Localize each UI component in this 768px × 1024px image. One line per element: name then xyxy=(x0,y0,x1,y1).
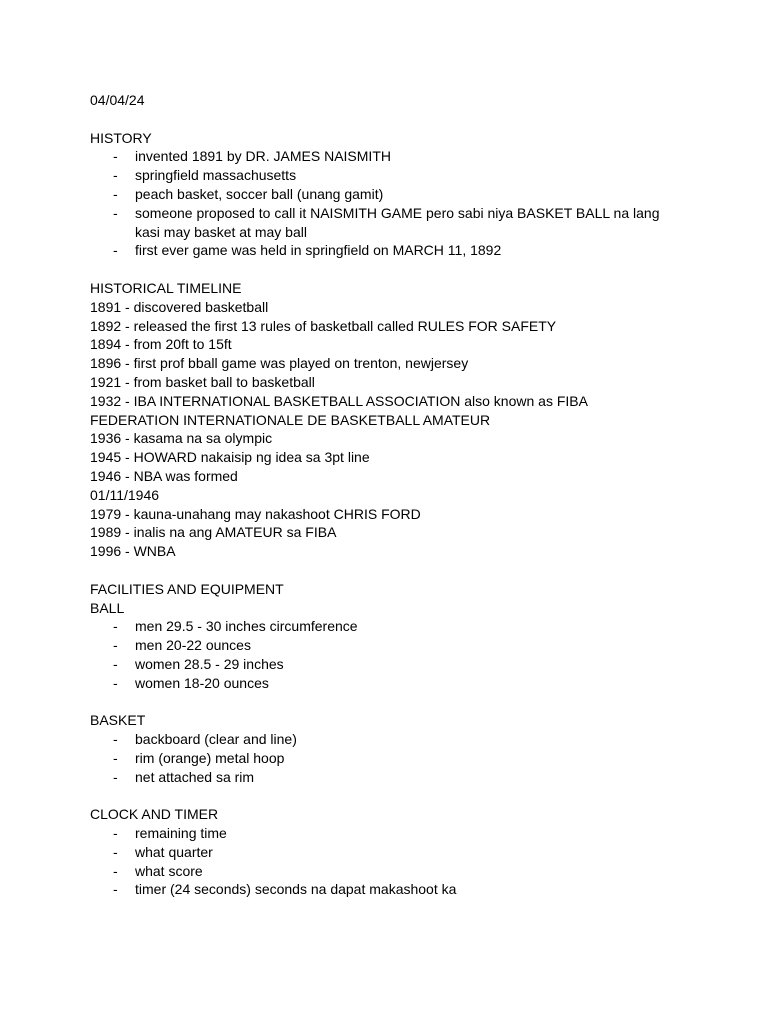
list-item-text: rim (orange) metal hoop xyxy=(135,749,285,766)
dash-bullet: - xyxy=(113,731,118,748)
dash-bullet: - xyxy=(113,674,118,691)
list-item xyxy=(90,749,678,768)
ball-list xyxy=(90,617,678,692)
list-item-text: timer (24 seconds) seconds na dapat makashoot ka xyxy=(135,881,457,898)
list-item-text: net attached sa rim xyxy=(135,768,255,785)
dash-bullet: - xyxy=(113,749,118,766)
list-item xyxy=(90,768,678,787)
dash-bullet: - xyxy=(113,881,118,898)
dash-bullet: - xyxy=(113,843,118,860)
basket-list xyxy=(90,730,678,786)
spacer xyxy=(90,561,678,580)
ball-heading: BALL xyxy=(90,599,125,616)
timeline-entry: 1946 - NBA was formed xyxy=(90,467,238,484)
dash-bullet: - xyxy=(113,204,118,221)
list-item-text: men 20-22 ounces xyxy=(135,637,251,654)
facilities-heading: FACILITIES AND EQUIPMENT xyxy=(90,580,284,597)
timeline-heading: HISTORICAL TIMELINE xyxy=(90,279,242,296)
list-item-text: invented 1891 by DR. JAMES NAISMITH xyxy=(135,148,391,165)
spacer xyxy=(90,786,678,805)
spacer xyxy=(90,110,678,129)
dash-bullet: - xyxy=(113,768,118,785)
list-item-text: peach basket, soccer ball (unang gamit) xyxy=(135,185,384,202)
list-item-text: men 29.5 - 30 inches circumference xyxy=(135,618,358,635)
list-item xyxy=(90,166,678,185)
dash-bullet: - xyxy=(113,618,118,635)
list-item-text: what quarter xyxy=(135,843,213,860)
list-item xyxy=(90,843,678,862)
clock-heading: CLOCK AND TIMER xyxy=(90,806,219,823)
list-item-text: what score xyxy=(135,862,203,879)
list-item-text: women 18-20 ounces xyxy=(135,674,269,691)
list-item-text: women 28.5 - 29 inches xyxy=(135,655,284,672)
list-item xyxy=(90,730,678,749)
timeline-entry: 1936 - kasama na sa olympic xyxy=(90,430,273,447)
list-item xyxy=(90,824,678,843)
history-heading: HISTORY xyxy=(90,129,152,146)
dash-bullet: - xyxy=(113,167,118,184)
dash-bullet: - xyxy=(113,655,118,672)
list-item xyxy=(90,147,678,166)
list-item xyxy=(90,185,678,204)
timeline-entry: 1945 - HOWARD nakaisip ng idea sa 3pt line xyxy=(90,449,370,466)
timeline-entry: 1891 - discovered basketball xyxy=(90,298,269,315)
dash-bullet: - xyxy=(113,862,118,879)
timeline-entry: 1979 - kauna-unahang may nakashoot CHRIS FORD xyxy=(90,505,421,522)
timeline-entry: 1892 - released the first 13 rules of basketball called RULES FOR SAFETY xyxy=(90,317,557,334)
dash-bullet: - xyxy=(113,185,118,202)
dash-bullet: - xyxy=(113,242,118,259)
clock-list xyxy=(90,824,678,899)
dash-bullet: - xyxy=(113,148,118,165)
dash-bullet: - xyxy=(113,637,118,654)
list-item-text: someone proposed to call it NAISMITH GAME pero sabi niya BASKET BALL na lang kasi may basket at may ball xyxy=(135,204,660,240)
timeline-entry: 1932 - IBA INTERNATIONAL BASKETBALL ASSOCIATION also known as FIBA FEDERATION INTERNATIONALE DE BASKETBALL AMATEUR xyxy=(90,392,592,428)
timeline-entry: 1989 - inalis na ang AMATEUR sa FIBA xyxy=(90,524,337,541)
timeline-entry: 1921 - from basket ball to basketball xyxy=(90,373,315,390)
list-item xyxy=(90,880,678,899)
spacer xyxy=(90,693,678,712)
document-date: 04/04/24 xyxy=(90,92,145,108)
list-item xyxy=(90,617,678,636)
list-item xyxy=(90,204,678,242)
list-item-text: springfield massachusetts xyxy=(135,167,297,184)
history-list xyxy=(90,147,678,260)
list-item xyxy=(90,241,678,260)
list-item-text: remaining time xyxy=(135,825,227,842)
list-item xyxy=(90,636,678,655)
timeline-entry: 1996 - WNBA xyxy=(90,543,176,560)
list-item xyxy=(90,655,678,674)
list-item xyxy=(90,674,678,693)
spacer xyxy=(90,260,678,279)
list-item-text: backboard (clear and line) xyxy=(135,731,297,748)
list-item xyxy=(90,862,678,881)
list-item-text: first ever game was held in springfield on MARCH 11, 1892 xyxy=(135,242,502,259)
timeline-entry: 1896 - first prof bball game was played on trenton, newjersey xyxy=(90,355,469,372)
basket-heading: BASKET xyxy=(90,712,146,729)
dash-bullet: - xyxy=(113,825,118,842)
timeline-entry: 01/11/1946 xyxy=(90,486,160,503)
timeline-entry: 1894 - from 20ft to 15ft xyxy=(90,336,232,353)
